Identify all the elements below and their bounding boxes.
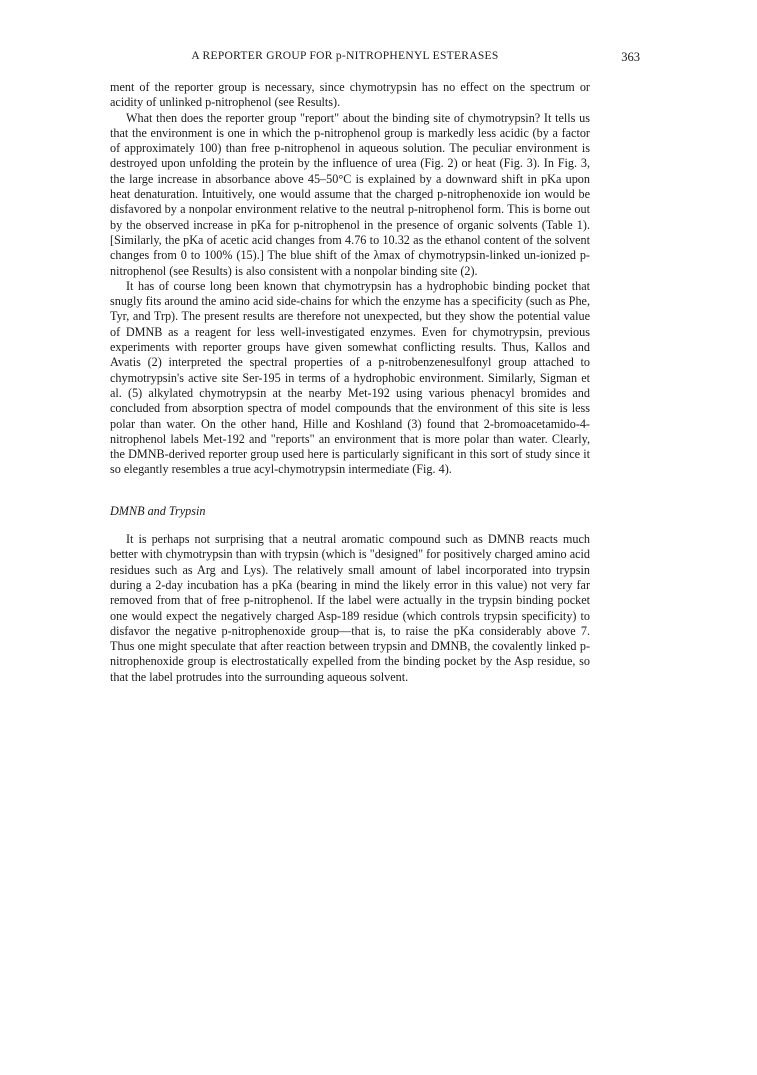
page-number: 363 [621,50,640,64]
paragraph-dmnb-trypsin: It is perhaps not surprising that a neutral aromatic compound such as DMNB reacts much better with chymotrypsin than with trypsin (which is "designed" for positively charged amino acid residues such as Arg and Lys). The relatively small amount of label incorporated into trypsin during a 2-day incubation has a pKa (bearing in mind the likely error in this value) not very far removed from that of free p-nitrophenol. If the label were actually in the trypsin binding pocket one would expect the negatively charged Asp-189 residue (which controls trypsin specificity) to disfavor the negative p-nitrophenoxide group—that is, to raise the pKa considerably above 7. Thus one might speculate that after reaction between trypsin and DMNB, the covalently linked p-nitrophenoxide group is electrostatically expelled from the binding pocket by the Asp residue, so that the label protrudes into the surrounding aqueous solvent. [110,532,590,684]
running-head [110,50,640,66]
running-title: A REPORTER GROUP FOR p-NITROPHENYL ESTERASES [191,50,499,62]
paragraph-reporter-group: What then does the reporter group "report" about the binding site of chymotrypsin? It tells us that the environment is one in which the p-nitrophenol group is markedly less acidic (by a factor of approximately 100) than free p-nitrophenol in aqueous solution. The peculiar environment is destroyed upon unfolding the protein by the influence of urea (Fig. 2) or heat (Fig. 3). In Fig. 3, the large increase in absorbance above 45–50°C is explained by a downward shift in pKa upon heat denaturation. Intuitively, one would assume that the charged p-nitrophenoxide ion would be disfavored by a nonpolar environment relative to the neutral p-nitrophenol form. This is borne out by the observed increase in pKa for p-nitrophenol in the presence of organic solvents (Table 1). [Similarly, the pKa of acetic acid changes from 4.76 to 10.32 as the ethanol content of the solvent changes from 0 to 100% (15).] The blue shift of the λmax of chymotrypsin-linked un-ionized p-nitrophenol (see Results) is also consistent with a nonpolar binding site (2). [110,110,590,278]
paragraph-hydrophobic-pocket: It has of course long been known that chymotrypsin has a hydrophobic binding pocket that snugly fits around the amino acid side-chains for which the enzyme has a specificity (such as Phe, Tyr, and Trp). The present results are therefore not unexpected, but they show the potential value of DMNB as a reagent for less well-investigated enzymes. Even for chymotrypsin, previous experiments with reporter groups have given somewhat conflicting results. Thus, Kallos and Avatis (2) interpreted the spectral properties of a p-nitrobenzenesulfonyl group attached to chymotrypsin's active site Ser-195 in terms of a hydrophobic environment. Similarly, Sigman et al. (5) alkylated chymotrypsin at the nearby Met-192 using various phenacyl bromides and concluded from absorption spectra of model compounds that the environment of this site is less polar than water. On the other hand, Hille and Koshland (3) found that 2-bromoacetamido-4-nitrophenol labels Met-192 and "reports" an environment that is more polar than water. Clearly, the DMNB-derived reporter group used here is particularly significant in this sort of study since it so elegantly resembles a true acyl-chymotrypsin intermediate (Fig. 4). [110,278,590,477]
paragraph-continuation: ment of the reporter group is necessary, since chymotrypsin has no effect on the spectrum or acidity of unlinked p-nitrophenol (see Results). [110,80,590,110]
section-heading: DMNB and Trypsin [110,503,206,518]
body-text [110,80,590,685]
